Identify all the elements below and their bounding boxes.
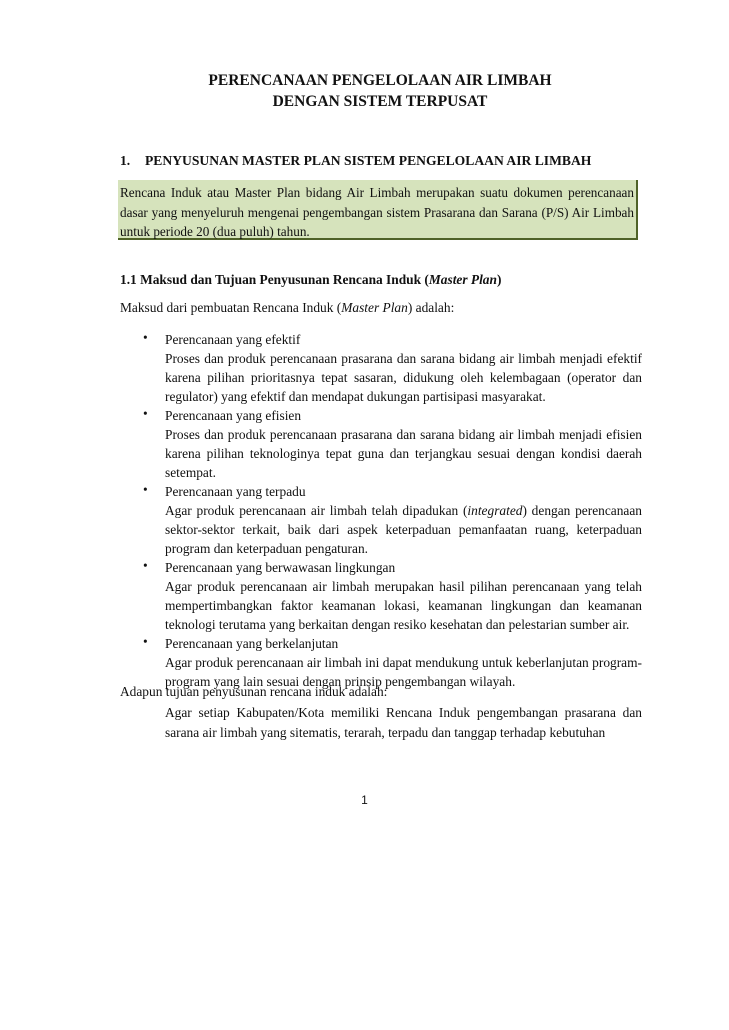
list-item (140, 634, 642, 691)
list-item-title: Perencanaan yang berkelanjutan (165, 636, 339, 651)
list-item-title: Perencanaan yang terpadu (165, 484, 306, 499)
title-line-2: DENGAN SISTEM TERPUSAT (272, 93, 488, 110)
subsection-heading-prefix: 1.1 Maksud dan Tujuan Penyusunan Rencana Induk ( (120, 272, 429, 287)
section-number: 1. (120, 153, 131, 168)
intro-suffix: ) adalah: (407, 300, 455, 315)
list-item-title: Perencanaan yang berwawasan lingkungan (165, 560, 396, 575)
list-item (140, 558, 642, 634)
closing-intro: Adapun tujuan penyusunan rencana induk adalah: (120, 684, 388, 699)
intro-prefix: Maksud dari pembuatan Rencana Induk ( (120, 300, 342, 315)
section-heading (120, 153, 591, 169)
list-item-title: Perencanaan yang efektif (165, 332, 301, 347)
subsection-heading (120, 272, 501, 288)
list-item-desc: Proses dan produk perencanaan prasarana dan sarana bidang air limbah menjadi efisien karena pilihan teknologinya tepat guna dan terjangkau sesuai dengan kondisi daerah setempat. (165, 427, 642, 480)
intro-italic: Master Plan (341, 300, 408, 315)
bullet-icon: • (143, 406, 148, 421)
list-item-title: Perencanaan yang efisien (165, 408, 302, 423)
bullet-icon: • (143, 482, 148, 497)
bullet-icon: • (143, 330, 148, 345)
list-item (140, 482, 642, 558)
list-item (140, 330, 642, 406)
purpose-list (140, 330, 642, 691)
list-item-desc: Proses dan produk perencanaan prasarana dan sarana bidang air limbah menjadi efektif karena pilihan prioritasnya tepat sasaran, didukung oleh kelembagaan (operator dan regulator) yang efektif dan mendapat dukungan partisipasi masyarakat. (165, 351, 642, 404)
highlight-box: Rencana Induk atau Master Plan bidang Air Limbah merupakan suatu dokumen perencanaan dasar yang menyeluruh mengenai pengembangan sistem Prasarana dan Sarana (P/S) Air Limbah untuk periode 20 (dua puluh) tahun. (118, 180, 638, 240)
list-item-desc: Agar produk perencanaan air limbah ini dapat mendukung untuk keberlanjutan program-program yang lain sesuai dengan prinsip pengembangan wilayah. (165, 655, 642, 689)
bullet-icon: • (143, 634, 148, 649)
document-title (120, 70, 640, 112)
subsection-heading-suffix: ) (496, 272, 502, 287)
bullet-icon: • (143, 558, 148, 573)
desc-prefix: Agar produk perencanaan air limbah telah dipadukan ( (165, 503, 468, 518)
desc-italic: integrated (467, 503, 523, 518)
list-item-desc (165, 501, 642, 558)
page-number: 1 (361, 793, 368, 807)
list-item (140, 406, 642, 482)
desc-suffix: ) dengan perencanaan sektor-sektor terkait, baik dari aspek keterpaduan pemanfaatan ruang, keterpaduan program dan keterpaduan pengaturan. (165, 503, 642, 556)
subsection-heading-italic: Master Plan (428, 272, 497, 287)
list-item-desc: Agar produk perencanaan air limbah merupakan hasil pilihan perencanaan yang telah mempertimbangkan faktor keamanan lokasi, keamanan lingkungan dan keamanan teknologi terutama yang berkaitan dengan resiko kesehatan dan pelestarian sumber air. (165, 579, 642, 632)
intro-sentence (120, 300, 454, 316)
title-line-1: PERENCANAAN PENGELOLAAN AIR LIMBAH (208, 72, 552, 89)
closing-paragraph: Agar setiap Kabupaten/Kota memiliki Rencana Induk pengembangan prasarana dan sarana air limbah yang sitematis, terarah, terpadu dan tanggap terhadap kebutuhan (165, 705, 642, 740)
section-heading-text: PENYUSUNAN MASTER PLAN SISTEM PENGELOLAAN AIR LIMBAH (145, 153, 592, 168)
